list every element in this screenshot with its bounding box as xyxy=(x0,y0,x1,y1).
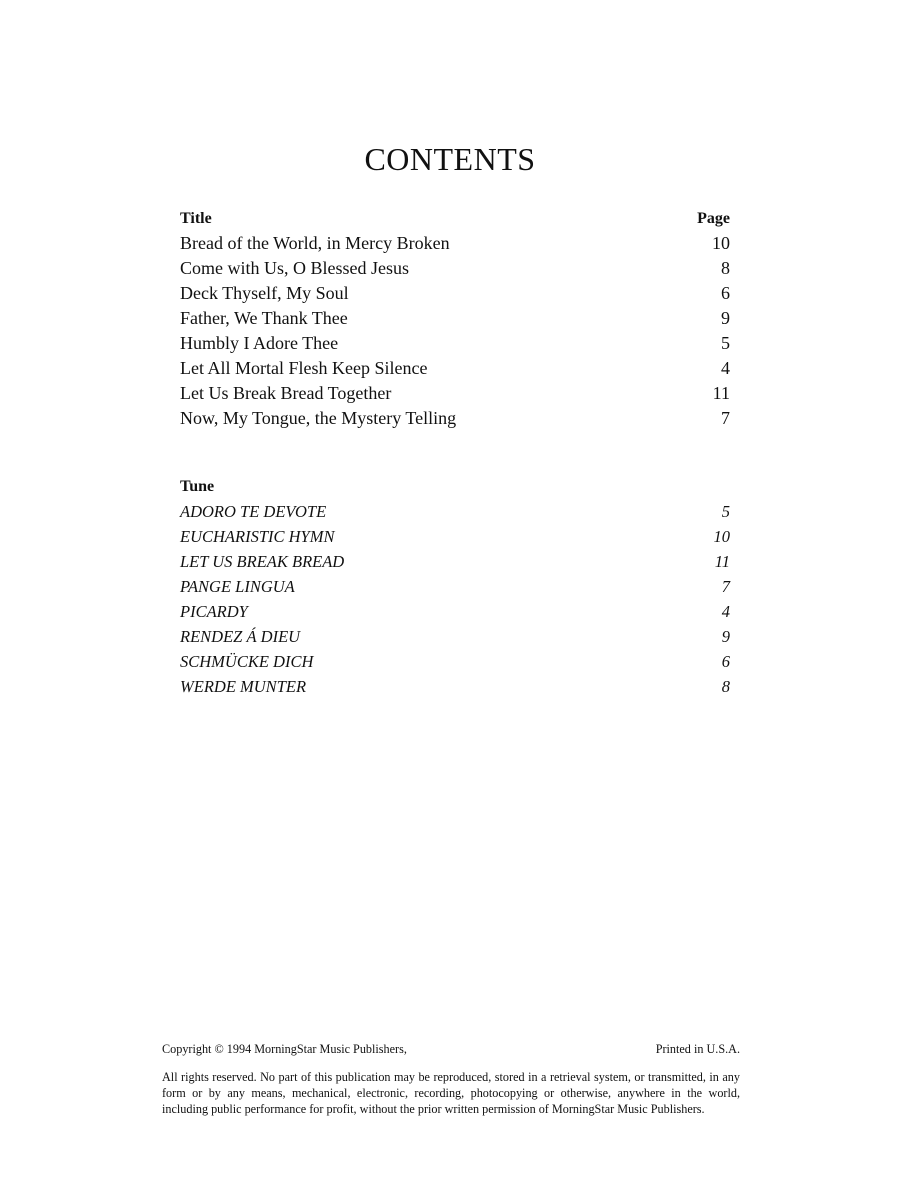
tune-row xyxy=(180,524,730,549)
page-column-header: Page xyxy=(697,210,730,227)
tune-row xyxy=(180,499,730,524)
title-page: 9 xyxy=(721,308,730,328)
tune-page: 11 xyxy=(714,552,730,571)
title-name: Deck Thyself, My Soul xyxy=(180,283,349,303)
tune-page: 7 xyxy=(721,577,730,596)
tune-page: 10 xyxy=(713,527,730,546)
title-name: Come with Us, O Blessed Jesus xyxy=(180,258,409,278)
tune-page: 9 xyxy=(721,627,730,646)
title-row xyxy=(180,406,730,431)
rights-notice: All rights reserved. No part of this publication may be reproduced, stored in a retrieval system, or transmitted, in any form or by any means, mechanical, electronic, recording, photocopying or otherwise, anywhere in the world, including public performance for profit, without the prior written permission of MorningStar Music Publishers. xyxy=(162,1070,740,1116)
tune-row xyxy=(180,624,730,649)
title-row xyxy=(180,356,730,381)
tune-page: 6 xyxy=(721,652,730,671)
title-page: 4 xyxy=(721,358,730,378)
title-name: Father, We Thank Thee xyxy=(180,308,348,328)
tune-name: EUCHARISTIC HYMN xyxy=(180,527,335,546)
title-name: Let All Mortal Flesh Keep Silence xyxy=(180,358,428,378)
title-page: 7 xyxy=(721,408,730,428)
copyright-notice: Copyright © 1994 MorningStar Music Publishers, xyxy=(162,1042,407,1056)
title-row xyxy=(180,281,730,306)
title-row xyxy=(180,256,730,281)
title-page: 8 xyxy=(721,258,730,278)
tune-page: 5 xyxy=(721,502,730,521)
tune-row xyxy=(180,574,730,599)
tune-name: SCHMÜCKE DICH xyxy=(180,652,314,671)
titles-index xyxy=(180,206,730,431)
title-name: Bread of the World, in Mercy Broken xyxy=(180,233,450,253)
tune-row xyxy=(180,599,730,624)
page-title: CONTENTS xyxy=(364,141,536,177)
tune-name: RENDEZ Á DIEU xyxy=(180,627,301,646)
title-page: 10 xyxy=(712,233,730,253)
title-row xyxy=(180,381,730,406)
tune-row xyxy=(180,649,730,674)
title-page: 6 xyxy=(721,283,730,303)
tune-name: ADORO TE DEVOTE xyxy=(180,502,327,521)
tune-name: WERDE MUNTER xyxy=(180,677,307,696)
tune-page: 4 xyxy=(721,602,730,621)
title-row xyxy=(180,231,730,256)
title-name: Now, My Tongue, the Mystery Telling xyxy=(180,408,457,428)
tunes-header-row xyxy=(180,474,730,499)
tune-row xyxy=(180,674,730,699)
title-name: Let Us Break Bread Together xyxy=(180,383,392,403)
copyright-line xyxy=(162,1042,740,1057)
title-column-header: Title xyxy=(180,210,212,227)
title-name: Humbly I Adore Thee xyxy=(180,333,339,353)
tune-column-header: Tune xyxy=(180,478,215,495)
title-page: 11 xyxy=(712,383,730,403)
titles-header-row xyxy=(180,206,730,231)
title-row xyxy=(180,331,730,356)
title-row xyxy=(180,306,730,331)
tune-name: PANGE LINGUA xyxy=(180,577,295,596)
tune-row xyxy=(180,549,730,574)
title-page: 5 xyxy=(721,333,730,353)
tunes-index xyxy=(180,474,730,699)
tune-name: LET US BREAK BREAD xyxy=(180,552,345,571)
tune-page: 8 xyxy=(721,677,730,696)
printed-in-notice: Printed in U.S.A. xyxy=(655,1042,740,1056)
tune-name: PICARDY xyxy=(180,602,248,621)
